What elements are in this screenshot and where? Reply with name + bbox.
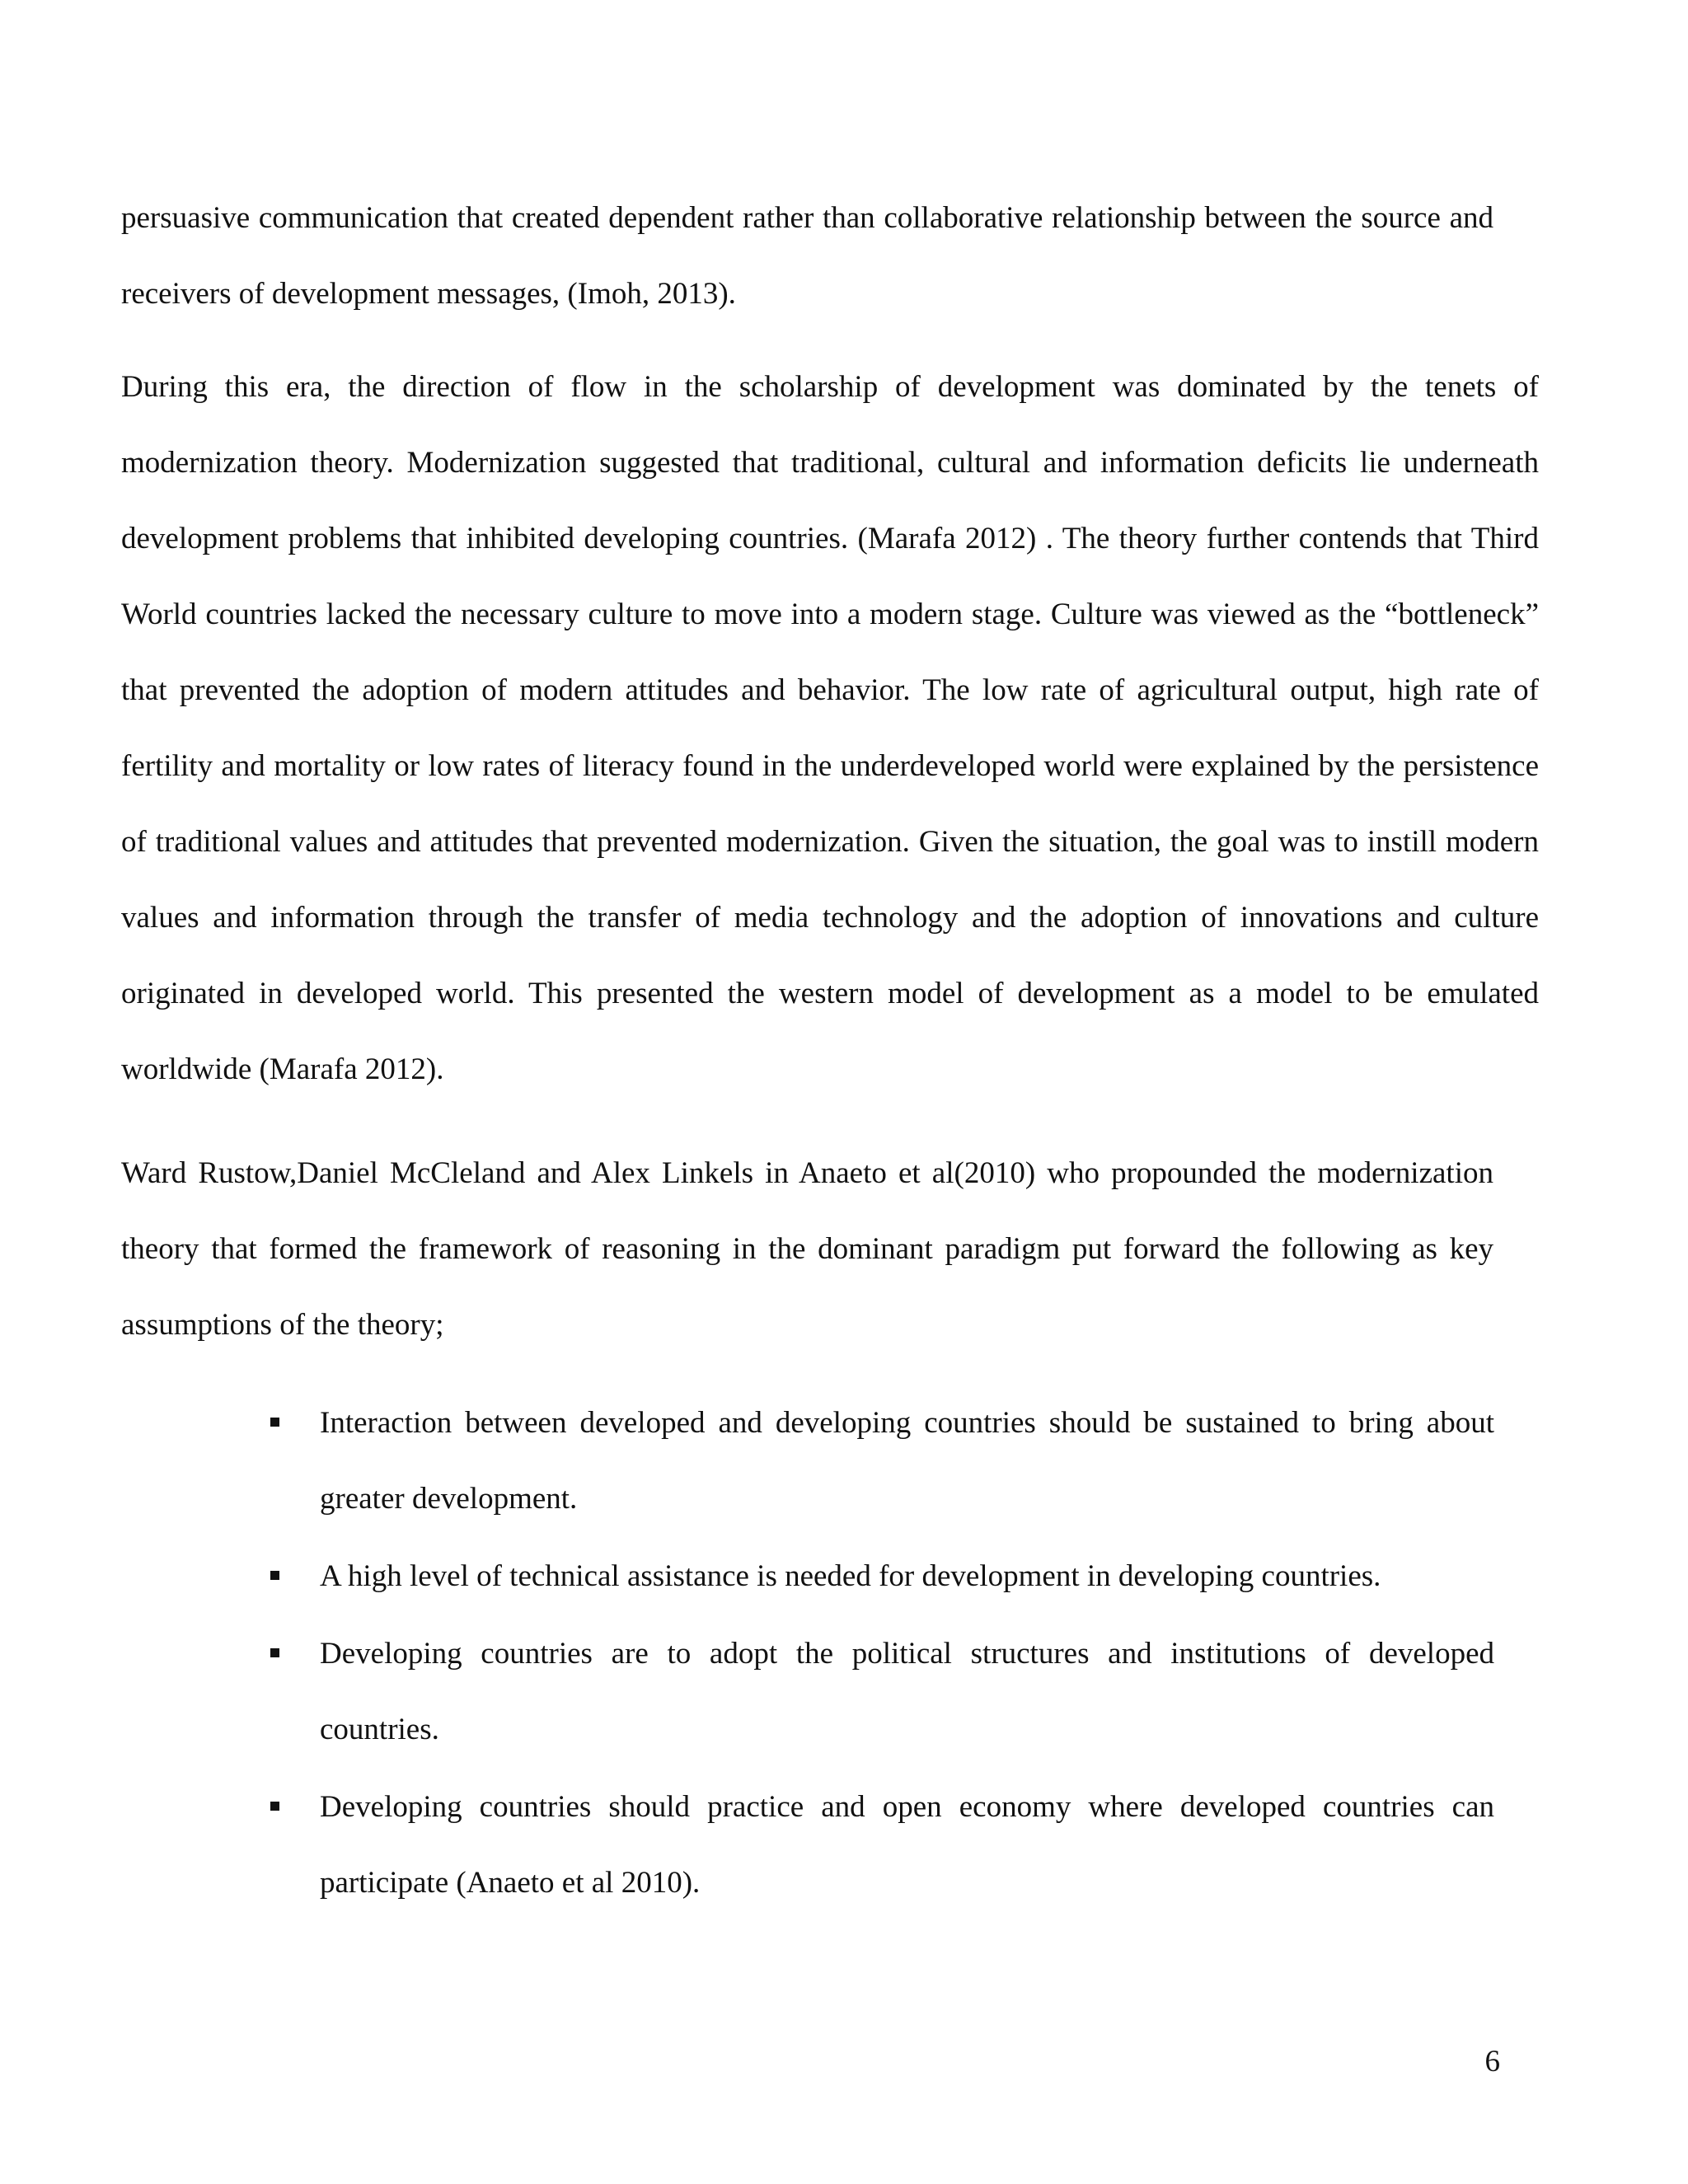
assumptions-list [264,1385,1494,1921]
list-item [264,1769,1494,1921]
list-item [264,1385,1494,1537]
square-bullet-icon [270,1418,279,1427]
page-number: 6 [1484,2045,1500,2079]
square-bullet-icon [270,1648,279,1657]
paragraph-modernization-era: During this era, the direction of flow in the scholarship of development was dominated by the tenets of modernization theory. Modernization suggested that traditional, cultural and information deficits lie underneath development problems that inhibited developing countries. (Marafa 2012) . The theory further contends that Third World countries lacked the necessary culture to move into a modern stage. Culture was viewed as the “bottleneck” that prevented the adoption of modern attitudes and behavior. The low rate of agricultural output, high rate of fertility and mortality or low rates of literacy found in the underdeveloped world were explained by the persistence of traditional values and attitudes that prevented modernization. Given the situation, the goal was to instill modern values and information through the transfer of media technology and the adoption of innovations and culture originated in developed world. This presented the western model of development as a model to be emulated worldwide (Marafa 2012). [121,370,1539,1086]
list-item [264,1616,1494,1768]
list-item-text: A high level of technical assistance is needed for development in developing countries. [320,1559,1381,1593]
list-item-text: Developing countries are to adopt the political structures and institutions of developed countries. [320,1637,1494,1746]
square-bullet-icon [270,1802,279,1811]
list-item [264,1539,1494,1615]
square-bullet-icon [270,1571,279,1580]
paragraph-key-assumptions-intro: Ward Rustow,Daniel McCleland and Alex Linkels in Anaeto et al(2010) who propounded the modernization theory that formed the framework of reasoning in the dominant paradigm put forward the following as key assumptions of the theory; [121,1156,1493,1342]
list-item-text: Developing countries should practice and open economy where developed countries can participate (Anaeto et al 2010). [320,1790,1494,1900]
list-item-text: Interaction between developed and developing countries should be sustained to bring about greater development. [320,1406,1494,1516]
paragraph-continuation: persuasive communication that created dependent rather than collaborative relationship between the source and receivers of development messages, (Imoh, 2013). [121,201,1493,311]
